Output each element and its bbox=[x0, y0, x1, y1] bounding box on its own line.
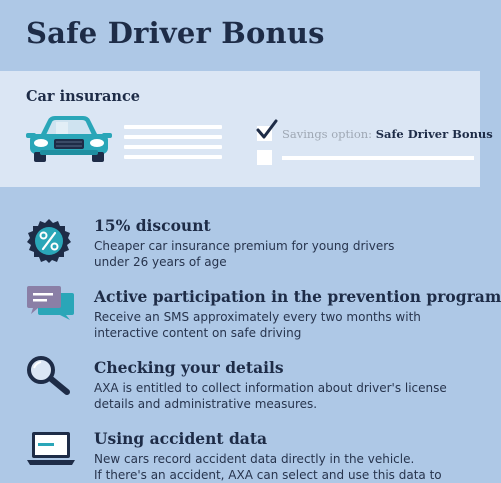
car-icon bbox=[26, 114, 112, 164]
savings-option-label: Savings option: Safe Driver Bonus bbox=[282, 127, 493, 141]
benefit-heading: 15% discount bbox=[94, 216, 211, 235]
panel-title: Car insurance bbox=[26, 88, 141, 105]
benefit-text: AXA is entitled to collect information about driver's license details and administrative measures. bbox=[94, 381, 447, 411]
benefit-heading: Checking your details bbox=[94, 358, 284, 377]
placeholder-line bbox=[282, 156, 474, 160]
benefit-heading: Using accident data bbox=[94, 429, 268, 448]
benefit-heading: Active participation in the prevention program bbox=[94, 287, 501, 306]
benefit-text: New cars record accident data directly in the vehicle. If there's an accident, AXA can select and use this data to bbox=[94, 452, 442, 482]
benefit-text: Receive an SMS approximately every two months with interactive content on safe driving bbox=[94, 310, 421, 340]
text-placeholder-lines bbox=[124, 125, 222, 165]
insurance-panel bbox=[0, 71, 493, 187]
laptop-icon bbox=[26, 431, 76, 467]
magnifier-icon bbox=[26, 356, 72, 396]
chat-bubbles-icon bbox=[26, 285, 76, 321]
page-title: Safe Driver Bonus bbox=[26, 16, 325, 50]
benefit-text: Cheaper car insurance premium for young drivers under 26 years of age bbox=[94, 239, 395, 269]
percent-badge-icon bbox=[26, 218, 72, 264]
checkmark-icon bbox=[256, 118, 278, 140]
checkbox-unchecked[interactable] bbox=[257, 150, 272, 165]
